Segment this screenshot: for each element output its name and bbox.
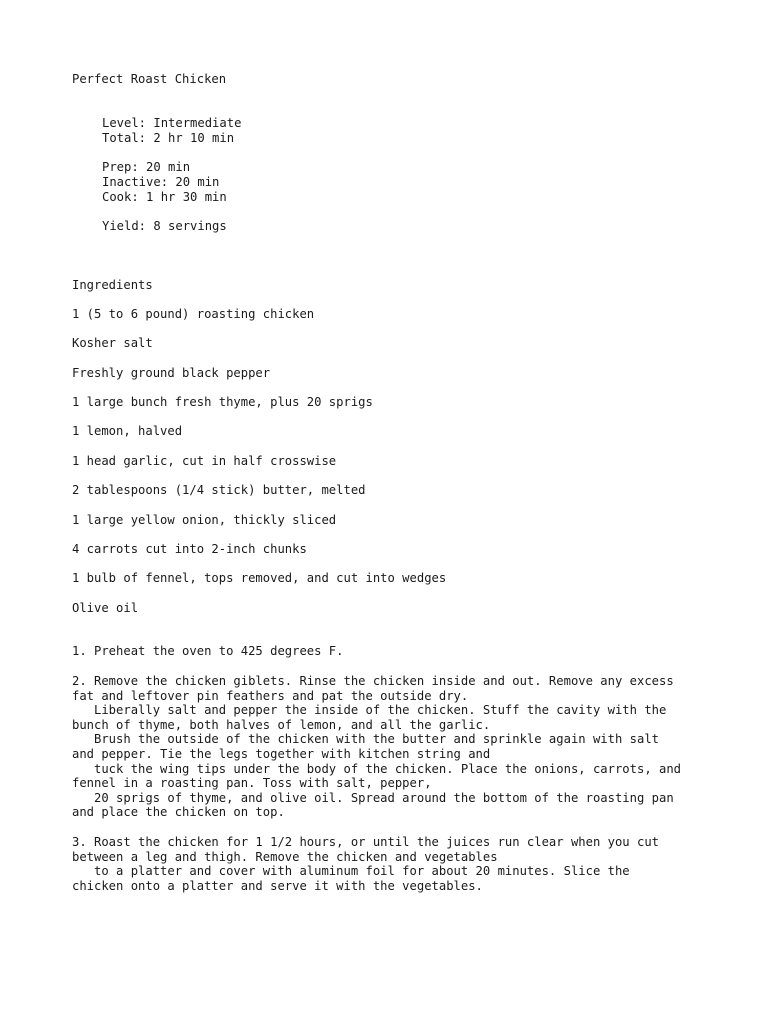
ingredient-item: 1 large yellow onion, thickly sliced: [72, 513, 337, 527]
ingredient-item: Kosher salt: [72, 336, 153, 350]
cook-time: Cook: 1 hr 30 min: [102, 190, 227, 204]
ingredient-item: 2 tablespoons (1/4 stick) butter, melted: [72, 483, 366, 497]
ingredient-item: Freshly ground black pepper: [72, 366, 271, 380]
step-1: 1. Preheat the oven to 425 degrees F.: [72, 644, 344, 658]
step-2: 2. Remove the chicken giblets. Rinse the chicken inside and out. Remove any excess fat and leftover pin feathers and pat the outside dry. Liberally salt and pepper the inside of the chicken. Stuff the cavity with the bunch of thyme, both halves of lemon, and all the garlic. Brush the outside of the chicken with the butter and sprinkle again with salt and pepper. Tie the legs together with kitchen string and tuck the wing tips under the body of the chicken. Place the onions, carrots, and fennel in a roasting pan. Toss with salt, pepper, 20 sprigs of thyme, and olive oil. Spread around the bottom of the roasting pan and place the chicken on top.: [72, 674, 682, 820]
prep-time: Prep: 20 min: [102, 160, 191, 174]
total-time: Total: 2 hr 10 min: [102, 131, 235, 145]
ingredient-item: 1 head garlic, cut in half crosswise: [72, 454, 337, 468]
ingredient-item: 1 large bunch fresh thyme, plus 20 sprigs: [72, 395, 373, 409]
yield-info: Yield: 8 servings: [102, 219, 227, 233]
ingredients-heading: Ingredients: [72, 278, 153, 292]
ingredient-item: Olive oil: [72, 601, 139, 615]
step-3: 3. Roast the chicken for 1 1/2 hours, or until the juices run clear when you cut between a leg and thigh. Remove the chicken and vegetables to a platter and cover with aluminum foil for about 20 minutes. Slice the chicken onto a platter and serve it with the vegetables.: [72, 835, 659, 893]
level-info: Level: Intermediate: [102, 116, 242, 130]
recipe-title: Perfect Roast Chicken: [72, 72, 227, 86]
ingredient-item: 4 carrots cut into 2-inch chunks: [72, 542, 307, 556]
ingredient-item: 1 (5 to 6 pound) roasting chicken: [72, 307, 315, 321]
ingredient-item: 1 bulb of fennel, tops removed, and cut into wedges: [72, 571, 447, 585]
inactive-time: Inactive: 20 min: [102, 175, 220, 189]
ingredient-item: 1 lemon, halved: [72, 424, 183, 438]
